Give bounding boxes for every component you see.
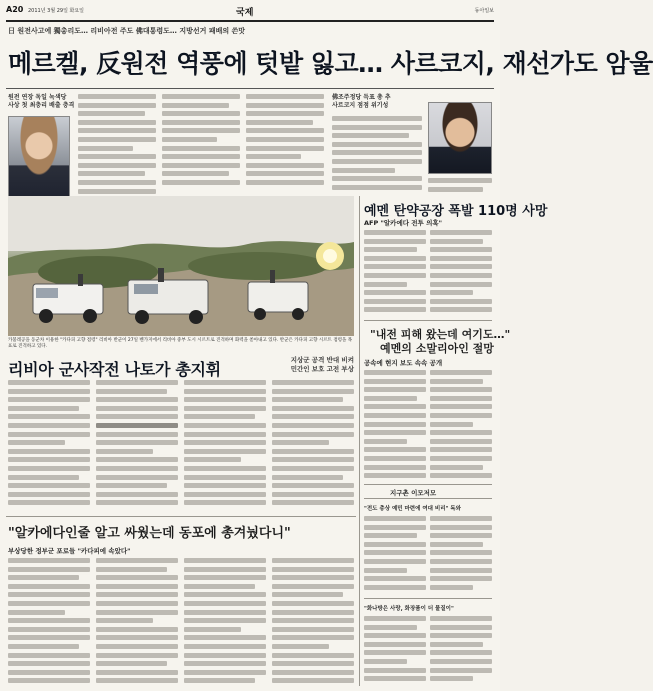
yemen-story-column-2 — [430, 230, 492, 318]
world-news-item-2-column-1 — [364, 616, 426, 686]
yemen-story-headline: 예멘 탄약공장 폭발 110명 사망 — [364, 204, 548, 219]
top-story-kicker: 日 원전사고에 獨총리도… 리비아전 주도 佛대통령도… 지방선거 패배의 쓴맛 — [8, 27, 246, 35]
main-story-headline: 리비아 군사작전 나토가 총지휘 — [8, 360, 221, 379]
world-news-item-1-title: "전도 총상 예민 마련에 여대 비리" 독와 — [364, 506, 461, 512]
top-story-column-5 — [428, 178, 492, 194]
sarkozy-caption-line-1: 佛조주정당 득표 총 추 — [332, 94, 391, 101]
right-rule-1 — [364, 320, 492, 321]
libya-rebels-photo — [8, 196, 354, 336]
somali-quote-line-1: "내전 피해 왔는데 여기도…" — [370, 328, 511, 341]
world-news-item-2-column-2 — [430, 616, 492, 686]
world-news-item-2-title: "화나방은 사랑, 화장품이 더 물질이" — [364, 606, 454, 612]
newspaper-name: 동아일보 — [474, 8, 494, 14]
yemen-story-column-1 — [364, 230, 426, 318]
sarkozy-caption-line-2: 사르코지 점점 위기성 — [332, 102, 389, 109]
masthead-rule — [6, 20, 494, 22]
merkel-caption — [8, 94, 78, 110]
sarkozy-caption — [332, 94, 422, 110]
main-story-deck-line-1: 지상군 공격 반대 비켜 — [290, 356, 354, 364]
headline-rule — [6, 88, 494, 89]
yemen-story-deck: AFP "알카에다 전투 의혹" — [364, 219, 443, 227]
right-rule-2 — [364, 484, 492, 485]
merkel-caption-line-2: 사상 첫 최충리 배출 충격 — [8, 102, 75, 109]
world-news-label: 지구촌 이모저모 — [390, 489, 437, 497]
right-rule-3 — [364, 498, 492, 499]
top-story-headline: 메르켈, 反원전 역풍에 텃밭 잃고… 사르코지, 재선가도 암울 — [8, 49, 653, 78]
main-story-bottom-rule — [6, 516, 356, 517]
second-story-column-2 — [96, 558, 178, 686]
top-story-column-3 — [246, 94, 324, 194]
photo-scene — [8, 196, 354, 336]
right-rule-4 — [364, 598, 492, 599]
main-story-column-3 — [184, 380, 266, 512]
top-story-column-4 — [332, 116, 422, 194]
sarkozy-photo — [428, 102, 492, 174]
masthead — [6, 5, 494, 19]
main-story-column-1 — [8, 380, 90, 512]
top-story-column-1 — [78, 94, 156, 194]
main-story-deck-line-2: 민간인 보호 고전 부상 — [290, 365, 354, 373]
world-news-item-1-column-1 — [364, 516, 426, 596]
main-story-column-2 — [96, 380, 178, 512]
second-story-headline: "알카에다인줄 알고 싸웠는데 동포에 총겨눴다니" — [8, 526, 291, 541]
somali-story-deck: 공속에 현지 보도 속속 공개 — [364, 359, 443, 367]
publication-date: 2011년 3월 29일 화요일 — [28, 8, 85, 14]
somali-quote-line-2: 예멘의 소말리아인 절망 — [380, 342, 494, 355]
somali-story-column-1 — [364, 370, 426, 482]
world-news-item-1-column-2 — [430, 516, 492, 596]
main-story-deck — [262, 356, 354, 374]
second-story-column-3 — [184, 558, 266, 686]
page-number: A20 — [6, 5, 24, 14]
second-story-column-1 — [8, 558, 90, 686]
somali-story-column-2 — [430, 370, 492, 482]
section-title: 국제 — [236, 8, 254, 18]
top-story-column-2 — [162, 94, 240, 194]
second-story-column-4 — [272, 558, 354, 686]
right-column-divider — [359, 196, 360, 686]
second-story-deck: 부상당한 정부군 포로들 "카다피에 속았다" — [8, 547, 131, 555]
main-story-column-4 — [272, 380, 354, 512]
merkel-photo — [8, 116, 70, 198]
photo-caption: 카불레공을 동군차 이용한 "카다피 고향 점령" 리비아 반군이 27일 벤가지에서 리비아 중부 도시 시르트로 진격하며 화력을 쏟아내고 있다. 반군은 카다피 고향 시르트 점령을 목표로 진격하고 있다. — [8, 338, 353, 349]
merkel-caption-line-1: 원전 연장 독일 녹색당 — [8, 94, 67, 101]
